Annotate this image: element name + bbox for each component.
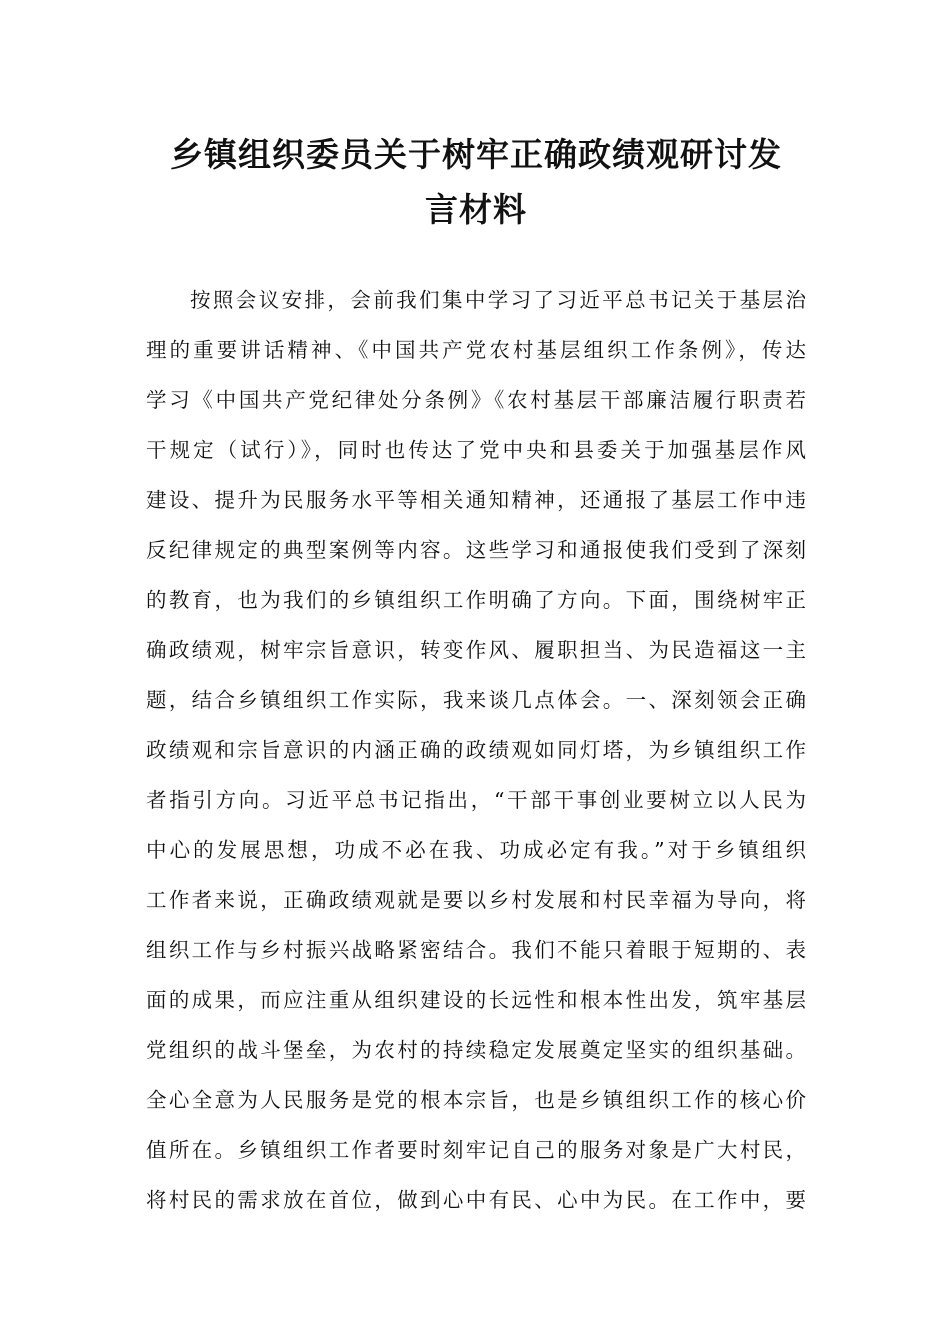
body-line: 全心全意为人民服务是党的根本宗旨，也是乡镇组织工作的核心价 bbox=[146, 1088, 806, 1112]
body-line: 党组织的战斗堡垒，为农村的持续稳定发展奠定坚实的组织基础。 bbox=[146, 1038, 806, 1062]
body-line: 中心的发展思想，功成不必在我、功成必定有我。”对于乡镇组织 bbox=[146, 838, 806, 862]
body-line: 面的成果，而应注重从组织建设的长远性和根本性出发，筑牢基层 bbox=[146, 988, 806, 1012]
body-line: 确政绩观，树牢宗旨意识，转变作风、履职担当、为民造福这一主 bbox=[146, 638, 806, 662]
body-line: 组织工作与乡村振兴战略紧密结合。我们不能只着眼于短期的、表 bbox=[146, 938, 806, 962]
body-line: 将村民的需求放在首位，做到心中有民、心中为民。在工作中，要 bbox=[146, 1188, 806, 1212]
body-line: 理的重要讲话精神、《中国共产党农村基层组织工作条例》，传达 bbox=[146, 338, 806, 362]
body-line: 干规定（试行）》，同时也传达了党中央和县委关于加强基层作风 bbox=[146, 438, 806, 462]
title-line-2: 言材料 bbox=[425, 190, 527, 229]
body-line: 学习《中国共产党纪律处分条例》《农村基层干部廉洁履行职责若 bbox=[146, 388, 806, 412]
body-line: 值所在。乡镇组织工作者要时刻牢记自己的服务对象是广大村民， bbox=[146, 1138, 806, 1162]
title-line-1: 乡镇组织委员关于树牢正确政绩观研讨发 bbox=[170, 135, 782, 174]
body-line: 建设、提升为民服务水平等相关通知精神，还通报了基层工作中违 bbox=[146, 488, 806, 512]
document-body bbox=[146, 275, 806, 1225]
body-line: 反纪律规定的典型案例等内容。这些学习和通报使我们受到了深刻 bbox=[146, 538, 806, 562]
body-line: 工作者来说，正确政绩观就是要以乡村发展和村民幸福为导向，将 bbox=[146, 888, 806, 912]
body-line: 题，结合乡镇组织工作实际，我来谈几点体会。一、深刻领会正确 bbox=[146, 688, 806, 712]
body-line: 政绩观和宗旨意识的内涵正确的政绩观如同灯塔，为乡镇组织工作 bbox=[146, 738, 806, 762]
body-line: 者指引方向。习近平总书记指出，“干部干事创业要树立以人民为 bbox=[146, 788, 806, 812]
document-title bbox=[146, 127, 806, 237]
body-line: 按照会议安排，会前我们集中学习了习近平总书记关于基层治 bbox=[190, 288, 806, 312]
body-line: 的教育，也为我们的乡镇组织工作明确了方向。下面，围绕树牢正 bbox=[146, 588, 806, 612]
